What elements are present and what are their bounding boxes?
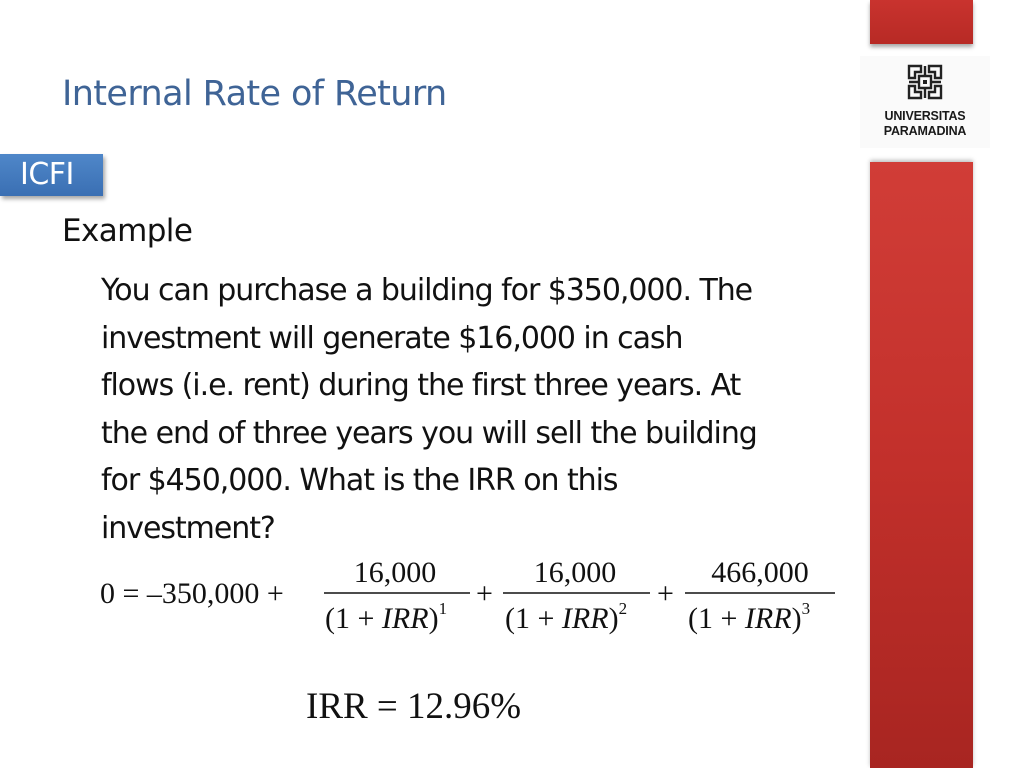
irr-result: IRR = 12.96% [306,686,522,727]
equation-denominator: (1 + IRR)$^3$ [688,599,811,635]
equation-lhs: 0 = –350,000 + [100,577,284,610]
side-red-bar [870,162,973,768]
equation-numerator: 16,000 [533,556,617,589]
equation-plus: + [657,577,674,610]
equation-numerator: 466,000 [711,556,809,589]
body-line: investment? [101,510,275,546]
body-line: You can purchase a building for $350,000. The [101,273,753,308]
section-badge-label: ICFI [20,157,74,192]
logo-text-universitas: UNIVERSITAS [884,109,966,123]
body-line: flows (i.e. rent) during the first three years. At [101,368,741,403]
top-red-bar [870,0,973,44]
example-body [101,267,871,552]
slide-title: Internal Rate of Return [62,74,447,114]
equation-denominator: (1 + IRR)$^2$ [505,599,628,635]
equation-denominator: (1 + IRR)$^1$ [325,599,448,635]
example-heading: Example [62,213,193,249]
university-emblem-icon [906,63,944,101]
equation-numerator: 16,000 [353,556,437,589]
logo-text-paramadina: PARAMADINA [883,124,967,138]
body-line: investment will generate $16,000 in cash [101,320,683,356]
irr-equation [100,552,840,642]
body-line: the end of three years you will sell the building [101,415,757,451]
equation-plus: + [476,577,493,610]
body-line: for $450,000. What is the IRR on this [101,463,618,498]
